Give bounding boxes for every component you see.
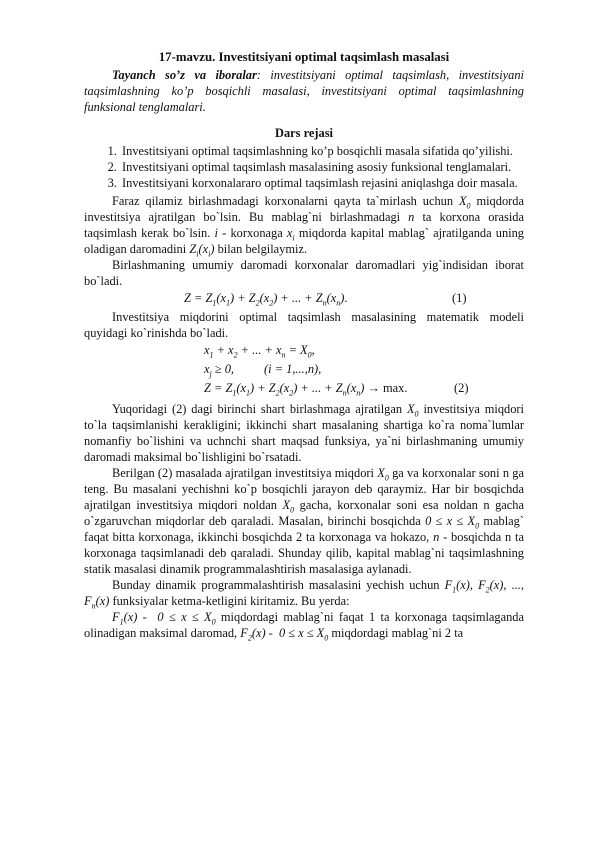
eq2-constraint-nonneg: $x_j \ge 0$, (i = 1,...,n),	[204, 362, 322, 379]
paragraph-total-income: Birlashmaning umumiy daromadi korxonalar daromadlari yig`indisidan iborat bo`ladi.	[84, 258, 524, 288]
math-range: $0 \le x \le X_0$	[425, 514, 480, 531]
paragraph-definitions	[84, 609, 524, 641]
p5-text-c: gacha, korxonalar soni esa noldan n gacha o`zgaruvchan miqdorlar deb qaraladi. Masalan, birinchi bosqichda	[84, 498, 524, 528]
keywords-paragraph	[84, 67, 524, 115]
plan-heading: Dars rejasi	[275, 126, 333, 140]
keywords-label: Tayanch so’z va iboralar	[112, 68, 257, 82]
math-f1: $F_1(x) - 0 \le x \le X_0$	[112, 610, 216, 627]
equation-1	[84, 290, 524, 308]
paragraph-functions	[84, 577, 524, 609]
math-function-sequence: $F_1(x)$, $F_2(x)$, ..., $F_n(x)$	[84, 578, 524, 611]
math-x0-b: $X_0$	[406, 402, 419, 419]
paragraph-intro: Faraz qilamiz birlashmadagi korxonalarni qayta ta`mirlash uchun $X_0$ miqdorda investitsiya ajratilgan bo`lsin. Bu mablag`ni birlashmadagi n ta korxona orasida taqsimlash kerak bo`lsin. i - korxonaga $x_i$ miqdorda kapital mablag` ajratilganda uning oladigan daromadini $Z_i(x_i)$ bilan belgilaymiz.	[84, 194, 524, 259]
page-title: 17-mavzu. Investitsiyani optimal taqsimlash masalasi	[158, 50, 450, 64]
p5-text-a: Berilgan (2) masalada ajratilgan investitsiya miqdori	[112, 466, 374, 480]
p5-text-e: bosqichda n ta korxonaga taqsimlanadi deb qaraladi. Shunday qilib, kapital mablag`ni taqsimlashning statik masalasi dinamik programmalashtirish masalasiga aylanadi.	[84, 530, 524, 576]
p4-text-b: investitsiya miqdori to`la taqsimlanishi kerakligini; ikkinchi shart masalaning shartiga ko`ra noma`lumlar nomanfiy bo`lishini va uchnchi shart maqsad funksiya, ya`ni birlashmaning umumiy daromadi maksimal bo`lishligini bo`rsatadi.	[84, 402, 524, 464]
p7-text-a: miqdordagi mablag`ni faqat 1 ta korxonaga taqsimlaganda olinadigan maksimal daromad,	[84, 610, 524, 640]
math-xi: $x_i$	[286, 226, 295, 243]
p7-text-b: miqdordagi mablag`ni 2 ta	[331, 626, 464, 640]
equation-1-body: $Z = Z_1(x_1) + Z_2(x_2)$ + ... + $Z_n(x_n)$.	[184, 291, 348, 308]
equation-2-line-3	[84, 380, 524, 398]
p6-text-b: funksiyalar ketma-ketligini kiritamiz. Bu yerda:	[112, 594, 350, 608]
math-i: i	[214, 226, 218, 240]
math-n-b: n	[433, 530, 440, 544]
paragraph-multistage: Berilgan (2) masalada ajratilgan investitsiya miqdori $X_0$ ga va korxonalar soni n ga teng. Bu masalani yechishni ko`p bosqichli jarayon deb qaraymiz. Har bir bosqichda ajratilgan investitsiya miqdori noldan $X_0$ gacha, korxonalar soni esa noldan n gacha o`zgaruvchan miqdorlar deb qaraladi. Masalan, birinchi bosqichda $0 \le x \le X_0$ mablag` faqat bitta korxonaga, ikkinchi bosqichda 2 ta korxonaga va hokazo, n - bosqichda n ta korxonaga taqsimlanadi deb qaraladi. Shunday qilib, kapital mablag`ni taqsimlashning statik masalasi dinamik programmalashtirish masalasiga aylanadi.	[84, 466, 524, 576]
eq2-constraint-sum: $x_1 + x_2$ + ... + $x_n = X_0$,	[204, 343, 315, 360]
p1-text-c: ta korxona orasida taqsimlash kerak bo`lsin.	[84, 210, 524, 240]
paragraph-explanation	[84, 401, 524, 465]
plan-item-3: 3. Investitsiyani korxonalararo optimal taqsimlash rejasini aniqlashga doir masala.	[120, 175, 524, 191]
p1-text-f: bilan belgilaymiz.	[217, 242, 308, 256]
p5-text-d: mablag` faqat bitta korxonaga, ikkinchi bosqichda 2 ta korxonaga va hokazo,	[84, 514, 524, 544]
p1-text-d: korxonaga	[230, 226, 283, 240]
equation-2-line-2	[84, 361, 524, 379]
p4-text-a: Yuqoridagi (2) dagi birinchi shart birlashmaga ajratilgan	[112, 402, 403, 416]
math-x0-c: $X_0$	[377, 466, 389, 483]
equation-1-number: (1)	[452, 291, 467, 305]
math-x0-d: $X_0$	[282, 498, 295, 515]
plan-item-1: 1. Investitsiyani optimal taqsimlashning ko’p bosqichli masala sifatida qo’yilishi.	[120, 143, 524, 159]
math-f2: $F_2(x) - 0 \le x \le X_0$	[240, 626, 329, 643]
keywords-text: : investitsiyani optimal taqsimlash, investitsiyani taqsimlashning ko’p bosqichli masalasi, investitsiyani optimal taqsimlashning funksional tenglamalari.	[84, 68, 524, 114]
p6-text-a: Bunday dinamik programmalashtirish masalasini yechish uchun	[112, 578, 440, 592]
math-x0: $X_0$	[458, 194, 471, 211]
math-zi: $Z_i(x_i)$	[189, 242, 215, 259]
p1-text-e: miqdorda kapital mablag` ajratilganda uning oladigan daromadini	[84, 226, 524, 256]
p1-text-b: miqdorda investitsiya ajratilgan bo`lsin. Bu mablag`ni birlashmadagi	[84, 194, 524, 224]
math-n: n	[408, 210, 415, 224]
plan-item-2: 2. Investitsiyani optimal taqsimlash masalasining asosiy funksional tenglamalari.	[120, 159, 524, 175]
p1-text-a: Faraz qilamiz birlashmadagi korxonalarni qayta ta`mirlash uchun	[112, 194, 454, 208]
plan-list	[84, 143, 524, 191]
equation-2-number: (2)	[454, 381, 469, 395]
eq2-objective: $Z = Z_1(x_1) + Z_2(x_2)$ + ... + $Z_n(x_n) \to \max$.	[204, 381, 408, 398]
paragraph-model: Investitsiya miqdorini optimal taqsimlash masalasining matematik modeli quyidagi ko`rinishda bo`ladi.	[84, 310, 524, 340]
p5-text-b: ga va korxonalar soni n ga teng. Bu masalani yechishni ko`p bosqichli jarayon deb qaraymiz. Har bir bosqichda ajratilgan investitsiya miqdori noldan	[84, 466, 524, 512]
document-page	[84, 49, 524, 641]
equation-2-line-1	[84, 342, 524, 360]
